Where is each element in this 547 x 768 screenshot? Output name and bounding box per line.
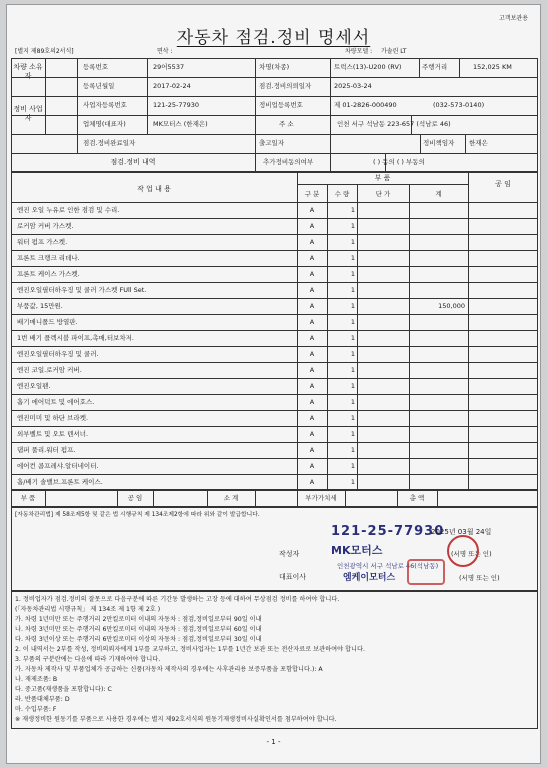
writer-sign: (서명 또는 인) bbox=[451, 550, 492, 558]
item-qty: 1 bbox=[350, 238, 355, 246]
note-line: 1. 정비업자가 점검.정비의 잘못으로 다음구분에 따른 기간동 발생하는 고장 등에 대하여 무상점검 정비를 하여야 합니다. bbox=[15, 596, 340, 603]
item-work: 로커암 커버 가스켓. bbox=[17, 222, 74, 230]
col-labor-header: 공 임 bbox=[495, 180, 511, 188]
col-unit-header: 단 가 bbox=[375, 190, 391, 198]
extra-consent-value: ( ) 동의 ( ) 부동의 bbox=[373, 158, 425, 166]
item-qty: 1 bbox=[350, 366, 355, 374]
col-type-header: 구 분 bbox=[304, 190, 320, 198]
col-parts-header: 부 품 bbox=[374, 174, 391, 182]
item-type: A bbox=[309, 446, 315, 454]
item-work: 프론트 크랭크 리데나. bbox=[17, 254, 80, 262]
col-amount-header: 계 bbox=[435, 190, 442, 198]
notes-list bbox=[15, 595, 535, 725]
page-number: - 1 - bbox=[266, 738, 281, 746]
page-title: 자동차 점검.정비 명세서 bbox=[176, 28, 371, 48]
item-work: 엔진오일필터하우징 및 쿨러. bbox=[17, 350, 99, 358]
item-type: A bbox=[309, 222, 315, 230]
mileage-value: 152,025 KM bbox=[473, 63, 512, 71]
sum-labor-label: 공 임 bbox=[127, 494, 143, 502]
company-label: 업체명(대표자) bbox=[83, 120, 126, 128]
item-work: 엔진 오일 누유로 인한 점검 및 수리. bbox=[17, 206, 120, 214]
item-type: A bbox=[309, 318, 315, 326]
service-invoice-sheet bbox=[6, 4, 541, 764]
manager-value: 한재은 bbox=[469, 139, 488, 147]
item-work: 댐퍼 풀리.워터 펌프. bbox=[17, 446, 76, 454]
item-work: 에어컨 콤프레샤.알터네이터. bbox=[17, 462, 99, 470]
note-line: 마. 수입부품: F bbox=[15, 706, 57, 713]
company-value: MK모터스 (한재은) bbox=[153, 120, 208, 128]
item-type: A bbox=[309, 206, 315, 214]
rep-sign: (서명 또는 인) bbox=[459, 574, 500, 582]
item-qty: 1 bbox=[350, 270, 355, 278]
row-divider bbox=[11, 250, 538, 251]
note-line: 나. 재제조품: B bbox=[15, 676, 58, 683]
row-divider bbox=[11, 298, 538, 299]
rep-address: 인천광역시 서구 석남로 46(석남동) bbox=[337, 562, 439, 570]
done-date-label: 점검.정비완료일자 bbox=[83, 139, 136, 147]
row-divider bbox=[11, 314, 538, 315]
note-line: 다. 중고품(재생품을 포함합니다): C bbox=[15, 686, 112, 693]
company-seal-icon bbox=[447, 535, 479, 567]
stamp-biz-no: 121-25-77930 bbox=[331, 524, 445, 539]
detail-label: 점검.정비 내역 bbox=[110, 158, 156, 166]
biz-no-value: 121-25-77930 bbox=[153, 101, 200, 109]
item-qty: 1 bbox=[350, 382, 355, 390]
item-work: 프론트 케이스 가스켓. bbox=[17, 270, 80, 278]
item-type: A bbox=[309, 270, 315, 278]
sum-grand-label: 총 액 bbox=[409, 494, 425, 502]
item-qty: 1 bbox=[350, 286, 355, 294]
car-name-label: 차명(차종) bbox=[259, 63, 290, 71]
vehicle-owner-label: 차량 소유자 bbox=[13, 63, 43, 81]
item-qty: 1 bbox=[350, 222, 355, 230]
item-work: 엔진 코일.로커암 커버. bbox=[17, 366, 82, 374]
note-line: 2. 이 내역서는 2부를 작성, 정비의뢰자에게 1부를 교부하고, 정비사업자는 1부를 1년간 보관 또는 전산자료로 보관하여야 합니다. bbox=[15, 646, 365, 653]
note-line: 가. 자동차 제작사 및 부품업체가 공급하는 신품(자동차 제작사의 경우에는 사후관리용 보증부품을 포함합니다.): A bbox=[15, 666, 323, 673]
item-work: 엔진미미 및 하단 브라켓. bbox=[17, 414, 89, 422]
item-work: 부품값, 15만원. bbox=[17, 302, 63, 310]
sum-row bbox=[11, 490, 538, 507]
item-qty: 1 bbox=[350, 206, 355, 214]
item-type: A bbox=[309, 462, 315, 470]
service-date-value: 2025-03-24 bbox=[334, 82, 372, 90]
biz-no-label: 사업자등록번호 bbox=[83, 101, 127, 109]
item-work: 배기매니폴드 방열판. bbox=[17, 318, 78, 326]
row-divider bbox=[11, 282, 538, 283]
row-divider bbox=[11, 234, 538, 235]
writer-company: MK모터스 bbox=[331, 544, 383, 557]
note-line: 나. 차령 3년미만 또는 주행거리 6만킬로미터 이내의 자동차 : 점검,정비일로부터 60일 이내 bbox=[15, 626, 262, 633]
item-work: 흡기 에어덕트 및 에어호스. bbox=[17, 398, 95, 406]
copy-label: 고객보관용 bbox=[499, 15, 528, 22]
note-line: 3. 부품의 구분란에는 다음에 따라 기재하여야 합니다. bbox=[15, 656, 161, 663]
row-divider bbox=[11, 410, 538, 411]
address-label: 주 소 bbox=[279, 120, 294, 128]
row-divider bbox=[11, 346, 538, 347]
item-type: A bbox=[309, 286, 315, 294]
item-type: A bbox=[309, 366, 315, 374]
shop-reg-value: 제 01-2826-000490 bbox=[334, 101, 397, 109]
item-qty: 1 bbox=[350, 350, 355, 358]
car-model-label: 차량모델 : bbox=[345, 48, 373, 55]
item-qty: 1 bbox=[350, 254, 355, 262]
item-qty: 1 bbox=[350, 462, 355, 470]
item-type: A bbox=[309, 350, 315, 358]
reg-no-label: 등록번호 bbox=[83, 63, 109, 71]
row-divider bbox=[11, 266, 538, 267]
writer-label: 작성자 bbox=[279, 550, 300, 558]
item-work: 워터 펌프 가스켓. bbox=[17, 238, 68, 246]
item-type: A bbox=[309, 334, 315, 342]
reg-date-label: 등록년월일 bbox=[83, 82, 115, 90]
row-divider bbox=[11, 378, 538, 379]
row-divider bbox=[11, 362, 538, 363]
row-divider bbox=[11, 458, 538, 459]
item-type: A bbox=[309, 430, 315, 438]
manager-label: 정비책임자 bbox=[423, 139, 455, 147]
release-date-label: 출고일자 bbox=[259, 139, 285, 147]
car-model-value: 가솔린 LT bbox=[381, 48, 407, 55]
item-type: A bbox=[309, 382, 315, 390]
item-qty: 1 bbox=[350, 334, 355, 342]
row-divider bbox=[11, 442, 538, 443]
legal-text: [자동차관리법] 제 58조제5항 및 같은 법 시행규칙 제 134조제2항에 따라 위와 같이 발급합니다. bbox=[15, 512, 260, 518]
rep-company: 엠케이모터스 bbox=[343, 573, 396, 583]
item-type: A bbox=[309, 254, 315, 262]
car-name-value: 트럭스(13)-U200 (RV) bbox=[334, 63, 402, 71]
item-type: A bbox=[309, 414, 315, 422]
item-amount: 150,000 bbox=[438, 302, 465, 310]
note-line: ※ 재생정비한 원동기를 부품으로 사용한 경우에는 별지 제92호서식의 원동기재생정비사실확인서를 첨부하여야 합니다. bbox=[15, 716, 337, 723]
row-divider bbox=[11, 474, 538, 475]
item-work: 외부벨트 및 오토 텐셔너. bbox=[17, 430, 89, 438]
col-qty-header: 수 량 bbox=[334, 190, 350, 198]
address-value: 인천 서구 석남동 223-657 (석남로 46) bbox=[337, 120, 451, 128]
item-qty: 1 bbox=[350, 478, 355, 486]
item-qty: 1 bbox=[350, 430, 355, 438]
item-type: A bbox=[309, 302, 315, 310]
item-type: A bbox=[309, 478, 315, 486]
row-divider bbox=[11, 330, 538, 331]
reg-no-value: 29어5537 bbox=[153, 63, 185, 71]
item-work: 흡/배기 솔밸브.프론트 케이스. bbox=[17, 478, 103, 486]
col-work-header: 작 업 내 용 bbox=[137, 185, 171, 193]
note-line: 다. 차령 3년이상 또는 주행거리 6만킬로미터 이상의 자동차 : 점검,정비일로부터 30일 이내 bbox=[15, 636, 262, 643]
form-number: [별지 제89호의2서식] bbox=[15, 48, 74, 55]
note-line: 가. 차령 1년미만 또는 주행거리 2만킬로미터 이내의 자동차 : 점검,정비일로부터 90일 이내 bbox=[15, 616, 262, 623]
row-divider bbox=[11, 218, 538, 219]
sum-parts-label: 부 품 bbox=[20, 494, 36, 502]
item-work: 엔진오일팬. bbox=[17, 382, 51, 390]
item-qty: 1 bbox=[350, 318, 355, 326]
note-line: 라. 반품대체부품: D bbox=[15, 696, 70, 703]
row-divider bbox=[11, 426, 538, 427]
service-date-label: 점검.정비의뢰일자 bbox=[259, 82, 312, 90]
shop-label: 정비 사업자 bbox=[13, 105, 43, 123]
row-divider bbox=[11, 394, 538, 395]
item-qty: 1 bbox=[350, 398, 355, 406]
page-label: 면삭 : bbox=[157, 48, 173, 55]
sum-total-label: 소 계 bbox=[223, 494, 239, 502]
issue-date: 2025년 03월 24일 bbox=[431, 528, 492, 536]
row-divider bbox=[11, 490, 538, 491]
item-qty: 1 bbox=[350, 446, 355, 454]
mileage-label: 주행거리 bbox=[422, 63, 448, 71]
note-line: (「자동차관리법 시행규칙」 제 134조 제 1항 제 2호 ) bbox=[15, 606, 161, 613]
shop-phone: (032-573-0140) bbox=[433, 101, 485, 109]
item-type: A bbox=[309, 238, 315, 246]
shop-reg-label: 정비업등록번호 bbox=[259, 101, 303, 109]
item-work: 1번 배기 플렉시블 파이프,촉매,터보차저. bbox=[17, 334, 134, 342]
item-qty: 1 bbox=[350, 414, 355, 422]
reg-date-value: 2017-02-24 bbox=[153, 82, 191, 90]
sum-vat-label: 부가가치세 bbox=[305, 494, 337, 502]
item-type: A bbox=[309, 398, 315, 406]
company-stamp-icon bbox=[407, 559, 445, 585]
rep-label: 대표이사 bbox=[279, 573, 307, 581]
item-qty: 1 bbox=[350, 302, 355, 310]
item-work: 엔진오일필터하우징 및 쿨러 가스켓 FUll Set. bbox=[17, 286, 147, 294]
extra-consent-label: 추가정비동의여부 bbox=[263, 158, 314, 166]
